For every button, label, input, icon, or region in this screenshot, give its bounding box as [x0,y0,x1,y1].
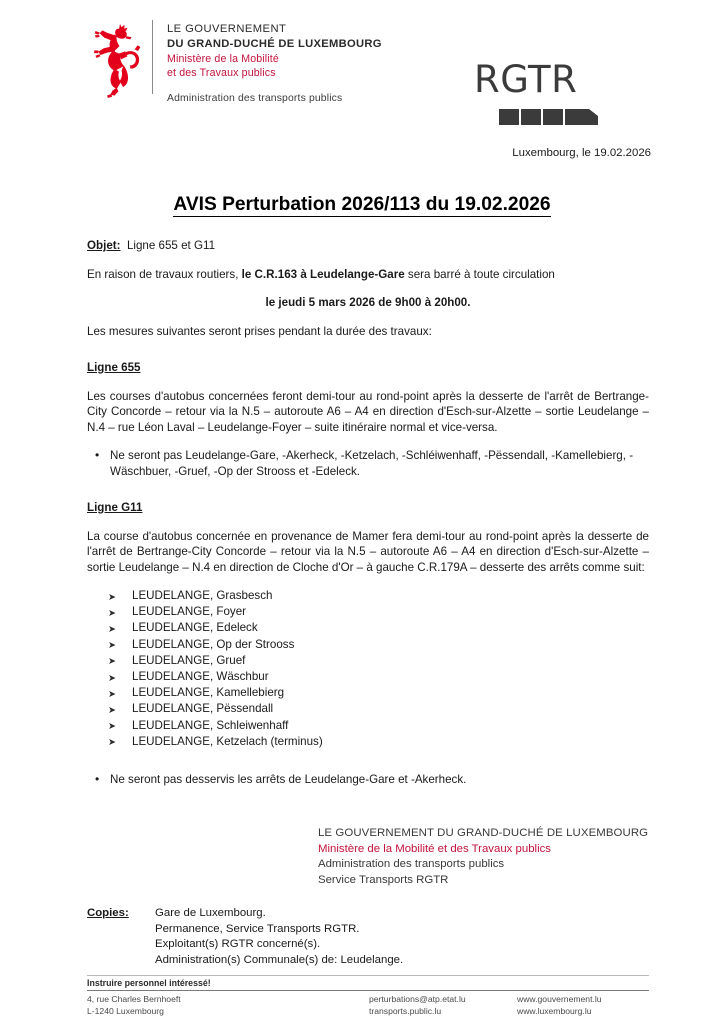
list-item: ➤ LEUDELANGE, Wäschbur [87,669,649,685]
measures-lead: Les mesures suivantes seront prises pendant la durée des travaux: [87,324,432,338]
signature-government-line: LE GOUVERNEMENT DU GRAND-DUCHÉ DE LUXEMBOURG [318,827,649,839]
list-item: Administration(s) Communale(s) de: Leudelange. [155,953,404,966]
footer-address-line-2: L-1240 Luxembourg [87,1005,164,1016]
footer-luxembourg-link[interactable]: www.luxembourg.lu [517,1005,592,1016]
signature-block [318,826,648,888]
list-item: Exploitant(s) RGTR concerné(s). [155,938,321,951]
list-item: ➤ LEUDELANGE, Op der Strooss [87,637,649,653]
section-heading-line-g11: Ligne G11 [87,501,143,514]
list-item: ➤ LEUDELANGE, Pëssendall [87,701,649,717]
list-item: ➤ LEUDELANGE, Ketzelach (terminus) [87,734,649,750]
copies-block [87,906,403,968]
page-title-text: AVIS Perturbation 2026/113 du 19.02.2026 [173,194,551,215]
list-item: ➤ LEUDELANGE, Schleiwenhaff [87,718,649,734]
line-g11-stops-list [87,588,649,750]
signature-service-line: Service Transports RGTR [318,873,449,886]
footer-gouvernement-link[interactable]: www.gouvernement.lu [517,994,602,1005]
government-identity-block [167,22,467,104]
objet-row [87,238,649,254]
copies-list [155,906,403,968]
signature-administration-line: Administration des transports publics [318,858,505,871]
footer-address-line-1: 4, rue Charles Bernhoeft [87,994,181,1005]
closure-period: le jeudi 5 mars 2026 de 9h00 à 20h00. [265,296,471,309]
intro-before-text: En raison de travaux routiers, [87,267,242,281]
rgtr-logo [474,60,604,134]
intro-after-text: sera barré à toute circulation [404,267,555,281]
copies-label: Copies: [87,907,129,919]
footer-links-column [517,994,649,1017]
list-item: ➤ LEUDELANGE, Gruef [87,653,649,669]
list-item: Gare de Luxembourg. [155,907,266,919]
objet-value: Ligne 655 et G11 [126,239,216,252]
signature-ministry-line: Ministère de la Mobilité et des Travaux publics [318,842,551,855]
rgtr-logo-text: RGTR [474,58,578,101]
page-title [0,194,724,216]
document-body [87,238,649,801]
header-divider [152,20,153,94]
objet-label: Objet: [87,239,121,252]
administration-line: Administration des transports publics [167,93,343,104]
list-item: ➤ LEUDELANGE, Foyer [87,604,649,620]
footer-contact-column [369,994,517,1017]
list-item: ➤ LEUDELANGE, Edeleck [87,620,649,636]
luxembourg-lion-rampant-icon [90,20,146,100]
line-655-paragraph: Les courses d'autobus concernées feront demi-tour au rond-point après la desserte de l'arrêt de Bertrange-City Concorde – retour via la N.5 – autoroute A6 – A4 en direction d'Esch-sur-Alzette – sortie Leudelange – N.4 – rue Léon Laval – Leudelange-Foyer – suite itinéraire normal et vice-versa. [87,389,649,434]
list-item: Permanence, Service Transports RGTR. [155,922,360,935]
section-heading-line-655: Ligne 655 [87,361,141,374]
footer-transport-site-link[interactable]: transports.public.lu [369,1005,442,1016]
ministry-line-2: et des Travaux publics [167,67,276,79]
list-item: ➤ LEUDELANGE, Grasbesch [87,588,649,604]
line-g11-paragraph: La course d'autobus concernée en provenance de Mamer fera demi-tour au rond-point après la desserte de l'arrêt de Bertrange-City Concorde – retour via la N.5 – autoroute A6 – A4 en direction d'Esch-sur-Alzette – sortie Leudelange – N.4 en direction de Cloche d'Or – à gauche C.R.179A – desserte des arrêts comme suit: [87,529,649,574]
list-item: • Ne seront pas Leudelange-Gare, -Akerheck, -Ketzelach, -Schléiwenhaff, -Pëssendall, -Kamellebierg, -Wäschbuer, -Gruef, -Op der Strooss et -Edeleck. [87,448,649,479]
list-item: ➤ LEUDELANGE, Kamellebierg [87,685,649,701]
footer-address-column [87,994,369,1017]
footer-note: Instruire personnel intéressé! [87,978,211,988]
government-line-2: DU GRAND-DUCHÉ DE LUXEMBOURG [167,37,382,50]
ministry-line-1: Ministère de la Mobilité [167,53,279,65]
intro-bold-text: le C.R.163 à Leudelange-Gare [241,267,405,281]
line-g11-bullet-list [87,772,649,788]
intro-paragraph [87,267,649,283]
government-line-1: LE GOUVERNEMENT [167,23,287,35]
rgtr-bus-shape-icon [499,102,604,131]
document-footer [87,975,649,1018]
place-and-date: Luxembourg, le 19.02.2026 [512,147,651,159]
footer-email-link[interactable]: perturbations@atp.etat.lu [369,994,466,1005]
document-header [0,18,724,136]
footer-columns [87,991,649,1017]
line-655-bullet-list [87,448,649,479]
list-item: • Ne seront pas desservis les arrêts de Leudelange-Gare et -Akerheck. [87,772,649,788]
